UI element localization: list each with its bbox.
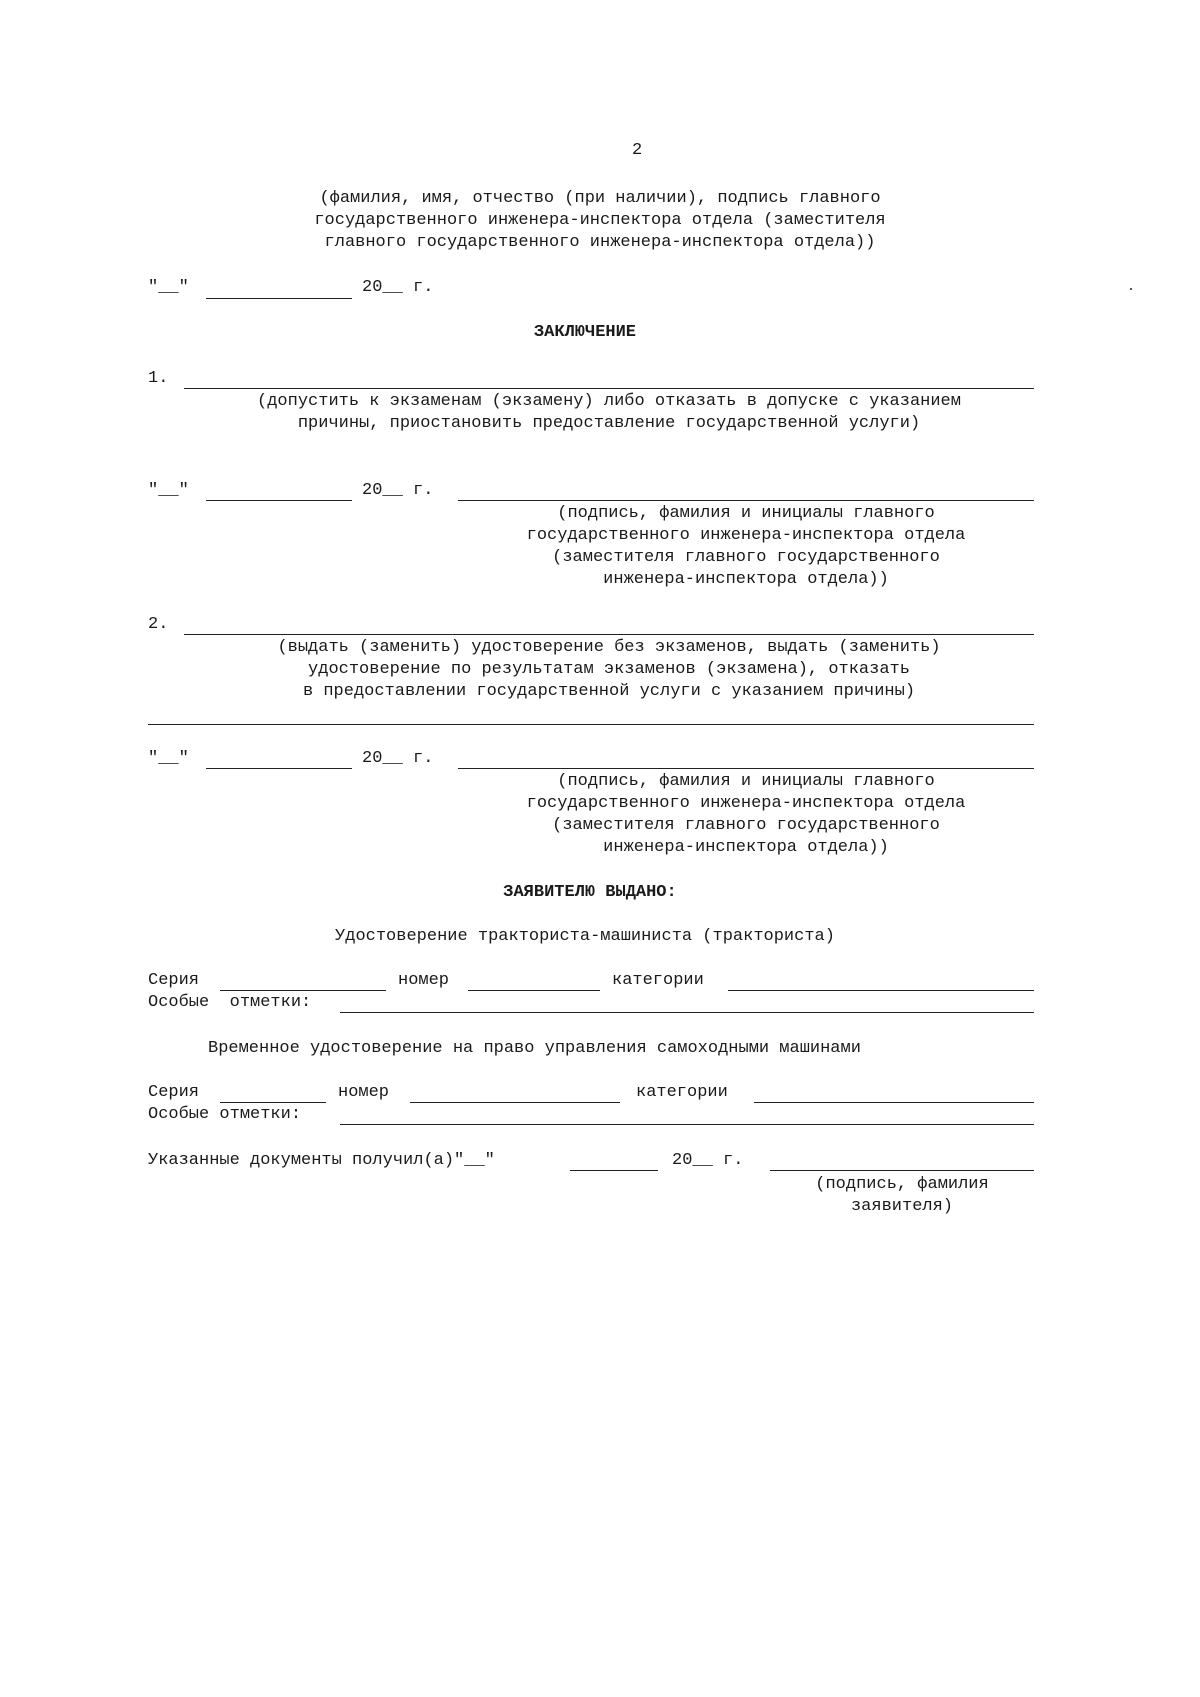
header-caption-line1: (фамилия, имя, отчество (при наличии), подпись главного <box>319 189 881 208</box>
signature1-caption-line1: (подпись, фамилия и инициалы главного <box>557 504 935 523</box>
received-year: 20__ г. <box>672 1151 744 1170</box>
signature1-line <box>458 500 1034 501</box>
signature1-caption-line4: инженера-инспектора отдела)) <box>603 570 889 589</box>
header-caption-line2: государственного инженера-инспектора отдела (заместителя <box>314 211 886 230</box>
doc2-title: Временное удостоверение на право управления самоходными машинами <box>208 1039 861 1058</box>
date-year-3: 20__ г. <box>362 749 434 768</box>
date-month-line-1 <box>206 298 352 299</box>
doc1-category-label: категории <box>612 971 704 990</box>
date-month-line-3 <box>206 768 352 769</box>
applicant-caption-line1: (подпись, фамилия <box>815 1175 989 1194</box>
date-quote-2: "__" <box>148 481 189 500</box>
item1-caption-line1: (допустить к экзаменам (экзамену) либо отказать в допуске с указанием <box>257 392 961 411</box>
received-month-line <box>570 1170 658 1171</box>
doc1-series-label: Серия <box>148 971 200 990</box>
doc1-title: Удостоверение тракториста-машиниста (тракториста) <box>335 927 835 946</box>
item2-caption-line2: удостоверение по результатам экзаменов (экзамена), отказать <box>308 660 910 679</box>
doc2-series-label: Серия <box>148 1083 200 1102</box>
page-number: 2 <box>632 141 643 160</box>
doc1-marks-label: Особые отметки: <box>148 993 312 1012</box>
signature2-caption-line2: государственного инженера-инспектора отдела <box>526 794 966 813</box>
doc1-number-line <box>468 990 600 991</box>
applicant-signature-line <box>770 1170 1034 1171</box>
doc2-category-line <box>754 1102 1034 1103</box>
item2-caption-line1: (выдать (заменить) удостоверение без экзаменов, выдать (заменить) <box>277 638 941 657</box>
item1-line <box>184 388 1034 389</box>
issued-title: ЗАЯВИТЕЛЮ ВЫДАНО: <box>503 883 677 902</box>
item1-caption-line2: причины, приостановить предоставление государственной услуги) <box>297 414 921 433</box>
signature2-caption-line3: (заместителя главного государственного <box>552 816 940 835</box>
date-year-2: 20__ г. <box>362 481 434 500</box>
item2-number: 2. <box>148 615 169 634</box>
doc2-marks-label: Особые отметки: <box>148 1105 302 1124</box>
scan-dot <box>1130 288 1132 290</box>
signature2-caption-line4: инженера-инспектора отдела)) <box>603 838 889 857</box>
item1-number: 1. <box>148 369 169 388</box>
doc1-series-line <box>220 990 386 991</box>
date-month-line-2 <box>206 500 352 501</box>
signature1-caption-line2: государственного инженера-инспектора отдела <box>526 526 966 545</box>
item2-line <box>184 634 1034 635</box>
doc1-category-line <box>728 990 1034 991</box>
date-quote-1: "__" <box>148 278 189 297</box>
received-label: Указанные документы получил(а)"__" <box>148 1151 495 1170</box>
header-caption-line3: главного государственного инженера-инспектора отдела)) <box>324 233 876 252</box>
doc2-number-label: номер <box>338 1083 390 1102</box>
signature2-line <box>458 768 1034 769</box>
doc1-marks-line <box>340 1012 1034 1013</box>
doc2-marks-line <box>340 1124 1034 1125</box>
doc1-number-label: номер <box>398 971 450 990</box>
item2-caption-line3: в предоставлении государственной услуги с указанием причины) <box>302 682 916 701</box>
signature2-caption-line1: (подпись, фамилия и инициалы главного <box>557 772 935 791</box>
doc2-series-line <box>220 1102 326 1103</box>
item2-extra-line <box>148 724 1034 725</box>
date-quote-3: "__" <box>148 749 189 768</box>
signature1-caption-line3: (заместителя главного государственного <box>552 548 940 567</box>
applicant-caption-line2: заявителя) <box>850 1197 954 1216</box>
doc2-number-line <box>410 1102 620 1103</box>
conclusion-title: ЗАКЛЮЧЕНИЕ <box>533 323 637 342</box>
doc2-category-label: категории <box>636 1083 728 1102</box>
date-year-1: 20__ г. <box>362 278 434 297</box>
